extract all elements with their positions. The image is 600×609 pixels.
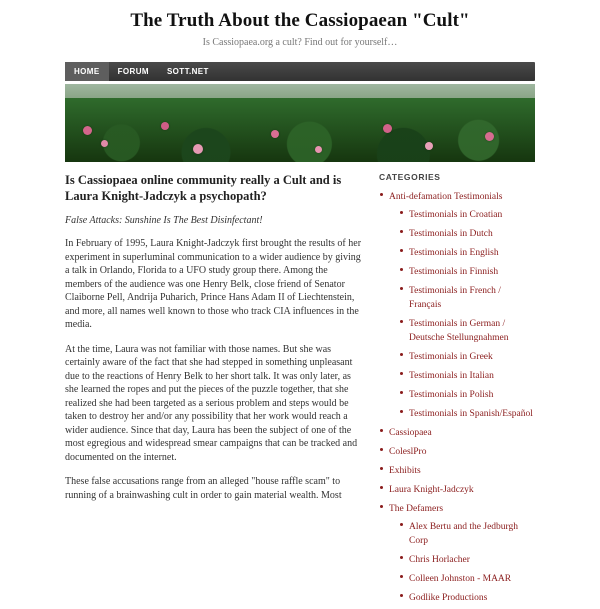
list-item [379,501,535,604]
banner-flower-icon [161,122,169,130]
sidebar-item-chris-horlacher[interactable]: Chris Horlacher [409,555,470,565]
sidebar-item-testimonials-german[interactable]: Testimonials in German / Deutsche Stellungnahmen [409,319,509,343]
header-banner-image [65,84,535,162]
category-sublist [389,207,535,420]
sidebar-heading-categories: CATEGORIES [379,172,441,182]
list-item [379,482,535,496]
page-title: The Truth About the Cassiopaean "Cult" [130,10,470,31]
sidebar-item-godlike-productions[interactable]: Godlike Productions [409,593,488,603]
list-item [379,189,535,420]
sidebar-item-testimonials-dutch[interactable]: Testimonials in Dutch [409,229,493,239]
sidebar-item-anti-defamation-testimonials[interactable]: Anti-defamation Testimonials [389,192,503,202]
primary-nav [0,62,600,81]
sidebar-item-testimonials-french[interactable]: Testimonials in French / Français [409,286,501,310]
sidebar-item-testimonials-greek[interactable]: Testimonials in Greek [409,352,493,362]
banner-flower-icon [485,132,494,141]
list-item [399,406,535,420]
article-column [65,172,365,609]
banner-flower-icon [315,146,322,153]
post-intro: False Attacks: Sunshine Is The Best Disinfectant! [65,215,263,226]
post-paragraph-1: In February of 1995, Laura Knight-Jadczyk first brought the results of her experiment in superluminal communication to a wider audience by giving a talk in Orlando, Florida to a UFO study group there. Among the members of the audience was one Henry Belk, close friend of Senator Claiborne Pell, Andrija Puharich, Prince Hans Adam II of Liechtenstein, and more, all names well known to those who track CIA influences in the media. [65,238,362,330]
nav-item-home[interactable]: HOME [65,62,109,81]
banner-flower-icon [425,142,433,150]
list-item [399,283,535,311]
content [65,172,535,609]
site-header [0,0,600,54]
post-title: Is Cassiopaea online community really a Cult and is Laura Knight-Jadczyk a psychopath? [65,173,342,203]
list-item [399,571,535,585]
list-item [379,444,535,458]
post-paragraph-3: These false accusations range from an alleged "house raffle scam" to running of a brainwashing cult in order to gain material wealth. Most [65,476,342,501]
sidebar-item-testimonials-croatian[interactable]: Testimonials in Croatian [409,210,503,220]
sidebar-item-cassiopaea[interactable]: Cassiopaea [389,428,432,438]
banner-flower-icon [101,140,108,147]
sidebar-item-the-defamers[interactable]: The Defamers [389,504,444,514]
list-item [399,226,535,240]
banner-foliage [65,98,535,162]
list-item [399,207,535,221]
banner-flower-icon [193,144,203,154]
sidebar-item-testimonials-spanish[interactable]: Testimonials in Spanish/Español [409,409,533,419]
sidebar-item-alex-bertu-jedburgh-corp[interactable]: Alex Bertu and the Jedburgh Corp [409,522,519,546]
nav-item-forum[interactable]: FORUM [117,67,149,76]
category-list [379,189,535,604]
sidebar-item-coleslpro[interactable]: ColeslPro [389,447,427,457]
banner-wrap [0,84,600,162]
banner-flower-icon [83,126,92,135]
sidebar-item-testimonials-english[interactable]: Testimonials in English [409,248,499,258]
list-item [399,387,535,401]
sidebar [379,172,535,609]
nav-item-sottnet[interactable]: SOTT.NET [166,67,209,76]
sidebar-item-laura-knight-jadczyk[interactable]: Laura Knight-Jadczyk [389,485,474,495]
post-paragraph-2: At the time, Laura was not familiar with those names. But she was certainly aware of the fact that she had stepped in something unpleasant due to the reactions of Henry Belk to her short talk. It was only later, as she learned the ropes and put the pieces of the puzzle together, that she realized she had been targeted as a serious problem and steps would be taken to destroy her and/or any possibility that her work would reach a wider audience. Since that day, Laura has been the subject of one of the most egregious and widespread smear campaigns that can be tracked and documented on the internet. [65,343,358,463]
sidebar-item-testimonials-italian[interactable]: Testimonials in Italian [409,371,494,381]
banner-flower-icon [383,124,392,133]
banner-flower-icon [271,130,279,138]
sidebar-item-testimonials-polish[interactable]: Testimonials in Polish [409,390,494,400]
list-item [379,463,535,477]
category-sublist [389,519,535,604]
list-item [399,368,535,382]
sidebar-item-testimonials-finnish[interactable]: Testimonials in Finnish [409,267,499,277]
site-tagline: Is Cassiopaea.org a cult? Find out for yourself… [202,37,398,48]
sidebar-item-colleen-johnston-maar[interactable]: Colleen Johnston - MAAR [409,574,512,584]
list-item [379,425,535,439]
list-item [399,552,535,566]
list-item [399,349,535,363]
nav-bar [65,62,535,81]
list-item [399,245,535,259]
list-item [399,264,535,278]
content-wrap [0,172,600,609]
list-item [399,316,535,344]
sidebar-item-exhibits[interactable]: Exhibits [389,466,421,476]
list-item [399,519,535,547]
list-item [399,590,535,604]
